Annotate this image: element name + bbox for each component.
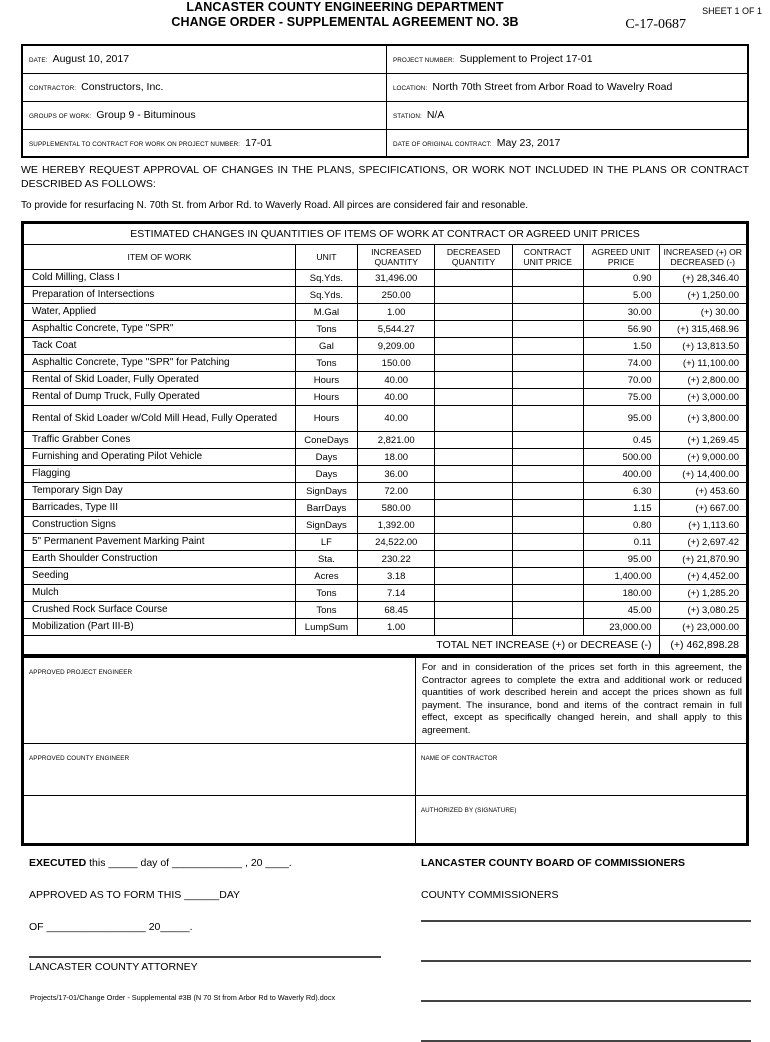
contractor-cell — [22, 73, 386, 101]
executed-bold-label: EXECUTED — [29, 857, 87, 869]
cell-unit: Gal — [295, 338, 357, 355]
cell-agreed-unit-price: 56.90 — [583, 321, 659, 338]
cell-unit: ConeDays — [295, 432, 357, 449]
cell-unit: Hours — [295, 389, 357, 406]
cell-unit: Days — [295, 449, 357, 466]
location-label: LOCATION: — [392, 84, 428, 92]
cell-unit: SignDays — [295, 517, 357, 534]
cell-agreed-unit-price: 400.00 — [583, 466, 659, 483]
table-row — [22, 45, 748, 73]
cell-agreed-unit-price: 0.90 — [583, 270, 659, 287]
cell-decreased-quantity — [435, 534, 512, 551]
name-of-contractor-box[interactable] — [415, 744, 746, 796]
table-row — [24, 517, 747, 534]
request-section — [21, 164, 749, 211]
contractor-value: Constructors, Inc. — [81, 80, 164, 93]
table-row — [24, 658, 747, 744]
total-label: TOTAL NET INCREASE (+) or DECREASE (-) — [24, 636, 660, 655]
cell-change-amount: (+) 14,400.00 — [659, 466, 747, 483]
cell-item-of-work: Mulch — [24, 585, 296, 602]
authorized-by-box[interactable] — [415, 796, 746, 844]
cell-increased-quantity: 250.00 — [358, 287, 435, 304]
executed-line — [29, 856, 389, 870]
document-header — [0, 0, 770, 44]
of-date-line: OF _________________ 20_____. — [29, 921, 193, 933]
cell-change-amount: (+) 667.00 — [659, 500, 747, 517]
cell-increased-quantity: 1,392.00 — [358, 517, 435, 534]
county-commissioners-label: COUNTY COMMISSIONERS — [421, 889, 559, 901]
cell-increased-quantity: 40.00 — [358, 406, 435, 432]
cell-decreased-quantity — [435, 304, 512, 321]
cell-increased-quantity: 72.00 — [358, 483, 435, 500]
table-row — [24, 500, 747, 517]
signature-section — [21, 657, 749, 846]
supplemental-cell — [22, 129, 386, 157]
cell-unit: SignDays — [295, 483, 357, 500]
cell-decreased-quantity — [435, 355, 512, 372]
cell-agreed-unit-price: 23,000.00 — [583, 619, 659, 636]
cell-decreased-quantity — [435, 406, 512, 432]
cell-decreased-quantity — [435, 270, 512, 287]
cell-decreased-quantity — [435, 500, 512, 517]
attorney-label: LANCASTER COUNTY ATTORNEY — [29, 961, 198, 973]
cell-agreed-unit-price: 0.45 — [583, 432, 659, 449]
groups-of-work-value: Group 9 - Bituminous — [96, 108, 196, 121]
cell-contract-unit-price — [512, 355, 583, 372]
consideration-text: For and in consideration of the prices set forth in this agreement, the Contractor agrees to complete the extra and additional work or reduced quantities of work described herein and accept the prices shown as full payment. The insurance, bond and items of the contract remain in full effect, except as specifically changed herein, and shall apply to this agreement. — [421, 662, 742, 736]
cell-agreed-unit-price: 1.15 — [583, 500, 659, 517]
cell-unit: Sq.Yds. — [295, 270, 357, 287]
project-number-label: PROJECT NUMBER: — [392, 57, 455, 64]
cell-item-of-work: Asphaltic Concrete, Type "SPR" for Patching — [24, 355, 296, 372]
cell-unit: Sq.Yds. — [295, 287, 357, 304]
date-label: DATE: — [29, 57, 48, 64]
cell-agreed-unit-price: 500.00 — [583, 449, 659, 466]
cell-contract-unit-price — [512, 406, 583, 432]
department-title: LANCASTER COUNTY ENGINEERING DEPARTMENT — [186, 0, 504, 14]
column-header-6: INCREASED (+) OR DECREASED (-) — [659, 245, 747, 270]
column-header-5: AGREED UNIT PRICE — [583, 245, 659, 270]
table-row — [24, 270, 747, 287]
cell-contract-unit-price — [512, 619, 583, 636]
original-contract-label: DATE OF ORIGINAL CONTRACT: — [392, 140, 492, 148]
approved-county-engineer-box[interactable] — [24, 744, 416, 796]
cell-item-of-work: Preparation of Intersections — [24, 287, 296, 304]
cell-unit: Tons — [295, 355, 357, 372]
cell-change-amount: (+) 4,452.00 — [659, 568, 747, 585]
original-contract-cell — [386, 129, 748, 157]
cell-contract-unit-price — [512, 568, 583, 585]
cell-change-amount: (+) 1,285.20 — [659, 585, 747, 602]
cell-unit: Hours — [295, 406, 357, 432]
table-row — [24, 744, 747, 796]
quantities-table — [23, 223, 747, 655]
cell-item-of-work: Mobilization (Part III-B) — [24, 619, 296, 636]
table-row — [24, 372, 747, 389]
cell-decreased-quantity — [435, 389, 512, 406]
cell-increased-quantity: 2,821.00 — [358, 432, 435, 449]
cell-increased-quantity: 36.00 — [358, 466, 435, 483]
cell-unit: Tons — [295, 585, 357, 602]
cell-increased-quantity: 3.18 — [358, 568, 435, 585]
cell-item-of-work: 5" Permanent Pavement Marking Paint — [24, 534, 296, 551]
cell-change-amount: (+) 3,000.00 — [659, 389, 747, 406]
cell-agreed-unit-price: 70.00 — [583, 372, 659, 389]
cell-contract-unit-price — [512, 389, 583, 406]
file-path-footer: Projects/17-01/Change Order - Supplemental #3B (N 70 St from Arbor Rd to Waverly Rd).docx — [30, 993, 336, 1002]
cell-item-of-work: Earth Shoulder Construction — [24, 551, 296, 568]
cell-contract-unit-price — [512, 551, 583, 568]
cell-item-of-work: Flagging — [24, 466, 296, 483]
board-of-commissioners-title: LANCASTER COUNTY BOARD OF COMMISSIONERS — [421, 857, 686, 869]
cell-unit: M.Gal — [295, 304, 357, 321]
table-row — [24, 483, 747, 500]
column-header-1: UNIT — [295, 245, 357, 270]
execution-left-column — [29, 856, 389, 973]
cell-decreased-quantity — [435, 466, 512, 483]
column-header-3: DECREASED QUANTITY — [435, 245, 512, 270]
execution-right-column — [421, 856, 751, 1042]
cell-decreased-quantity — [435, 287, 512, 304]
cell-change-amount: (+) 1,113.60 — [659, 517, 747, 534]
project-info-table — [21, 44, 749, 158]
commissioner-signature-rule-2[interactable] — [421, 960, 751, 962]
cell-change-amount: (+) 315,468.96 — [659, 321, 747, 338]
change-order-title: CHANGE ORDER - SUPPLEMENTAL AGREEMENT NO. 3B — [171, 15, 519, 29]
date-value: August 10, 2017 — [52, 53, 130, 65]
cell-change-amount: (+) 21,870.90 — [659, 551, 747, 568]
cell-unit: Sta. — [295, 551, 357, 568]
cell-agreed-unit-price: 95.00 — [583, 551, 659, 568]
cell-item-of-work: Asphaltic Concrete, Type "SPR" — [24, 321, 296, 338]
blank-signature-box[interactable] — [24, 796, 416, 844]
cell-change-amount: (+) 13,813.50 — [659, 338, 747, 355]
cell-change-amount: (+) 2,800.00 — [659, 372, 747, 389]
approved-county-engineer-label: APPROVED COUNTY ENGINEER — [29, 755, 130, 762]
cell-change-amount: (+) 28,346.40 — [659, 270, 747, 287]
table-row — [24, 619, 747, 636]
commissioner-signature-rule-3[interactable] — [421, 1000, 751, 1002]
cell-increased-quantity: 5,544.27 — [358, 321, 435, 338]
table-row — [24, 796, 747, 844]
cell-unit: Hours — [295, 372, 357, 389]
cell-item-of-work: Traffic Grabber Cones — [24, 432, 296, 449]
groups-of-work-label: GROUPS OF WORK: — [29, 112, 92, 120]
location-cell — [386, 73, 748, 101]
cell-agreed-unit-price: 74.00 — [583, 355, 659, 372]
cell-contract-unit-price — [512, 321, 583, 338]
table-row — [24, 534, 747, 551]
cell-increased-quantity: 580.00 — [358, 500, 435, 517]
cell-agreed-unit-price: 180.00 — [583, 585, 659, 602]
total-row — [24, 636, 747, 655]
station-cell — [386, 101, 748, 129]
cell-change-amount: (+) 453.60 — [659, 483, 747, 500]
cell-contract-unit-price — [512, 449, 583, 466]
cell-increased-quantity: 230.22 — [358, 551, 435, 568]
cell-agreed-unit-price: 0.11 — [583, 534, 659, 551]
cell-unit: BarrDays — [295, 500, 357, 517]
table-row — [24, 321, 747, 338]
cell-agreed-unit-price: 6.30 — [583, 483, 659, 500]
change-order-number: C-17-0687 — [625, 17, 686, 32]
cell-change-amount: (+) 23,000.00 — [659, 619, 747, 636]
cell-item-of-work: Rental of Skid Loader w/Cold Mill Head, Fully Operated — [24, 406, 296, 432]
cell-unit: LumpSum — [295, 619, 357, 636]
table-row — [24, 406, 747, 432]
cell-contract-unit-price — [512, 466, 583, 483]
cell-contract-unit-price — [512, 483, 583, 500]
cell-agreed-unit-price: 5.00 — [583, 287, 659, 304]
cell-change-amount: (+) 30.00 — [659, 304, 747, 321]
executed-rest-text: this _____ day of ____________ , 20 ____. — [89, 857, 292, 869]
cell-increased-quantity: 31,496.00 — [358, 270, 435, 287]
cell-increased-quantity: 1.00 — [358, 304, 435, 321]
table-row — [24, 551, 747, 568]
cell-item-of-work: Seeding — [24, 568, 296, 585]
supplemental-label: SUPPLEMENTAL TO CONTRACT FOR WORK ON PROJECT NUMBER: — [29, 140, 241, 148]
cell-decreased-quantity — [435, 585, 512, 602]
cell-contract-unit-price — [512, 500, 583, 517]
table-row — [24, 304, 747, 321]
cell-unit: Tons — [295, 321, 357, 338]
cell-unit: Tons — [295, 602, 357, 619]
cell-item-of-work: Rental of Skid Loader, Fully Operated — [24, 372, 296, 389]
supplemental-value: 17-01 — [245, 136, 273, 149]
table-row — [24, 389, 747, 406]
table-row — [22, 101, 748, 129]
cell-increased-quantity: 9,209.00 — [358, 338, 435, 355]
cell-agreed-unit-price: 30.00 — [583, 304, 659, 321]
cell-change-amount: (+) 9,000.00 — [659, 449, 747, 466]
table-row — [22, 129, 748, 157]
cell-agreed-unit-price: 1,400.00 — [583, 568, 659, 585]
cell-decreased-quantity — [435, 338, 512, 355]
cell-change-amount: (+) 3,080.25 — [659, 602, 747, 619]
cell-contract-unit-price — [512, 432, 583, 449]
cell-item-of-work: Water, Applied — [24, 304, 296, 321]
quantities-table-wrapper — [21, 221, 749, 657]
cell-decreased-quantity — [435, 432, 512, 449]
commissioner-signature-rule-1[interactable] — [421, 920, 751, 922]
cell-increased-quantity: 68.45 — [358, 602, 435, 619]
original-contract-value: May 23, 2017 — [496, 136, 561, 149]
table-row — [24, 449, 747, 466]
table-row — [22, 73, 748, 101]
column-header-2: INCREASED QUANTITY — [358, 245, 435, 270]
project-number-value: Supplement to Project 17-01 — [459, 53, 593, 65]
attorney-signature-rule[interactable] — [29, 956, 381, 958]
cell-contract-unit-price — [512, 338, 583, 355]
approved-project-engineer-box[interactable] — [24, 658, 416, 744]
cell-item-of-work: Rental of Dump Truck, Fully Operated — [24, 389, 296, 406]
cell-increased-quantity: 40.00 — [358, 372, 435, 389]
table-caption-row — [24, 224, 747, 245]
cell-unit: Acres — [295, 568, 357, 585]
groups-of-work-cell — [22, 101, 386, 129]
approved-project-engineer-label: APPROVED PROJECT ENGINEER — [29, 669, 133, 676]
work-description: To provide for resurfacing N. 70th St. from Arbor Rd. to Waverly Road. All pirces are considered fair and resonable. — [21, 200, 529, 211]
sheet-number: SHEET 1 OF 1 — [702, 6, 762, 16]
cell-decreased-quantity — [435, 449, 512, 466]
cell-agreed-unit-price: 1.50 — [583, 338, 659, 355]
cell-agreed-unit-price: 95.00 — [583, 406, 659, 432]
cell-contract-unit-price — [512, 304, 583, 321]
cell-decreased-quantity — [435, 619, 512, 636]
table-row — [24, 602, 747, 619]
cell-decreased-quantity — [435, 372, 512, 389]
table-row — [24, 432, 747, 449]
table-row — [24, 568, 747, 585]
cell-decreased-quantity — [435, 602, 512, 619]
contractor-label: CONTRACTOR: — [29, 84, 77, 92]
cell-increased-quantity: 18.00 — [358, 449, 435, 466]
cell-item-of-work: Temporary Sign Day — [24, 483, 296, 500]
station-value: N/A — [426, 108, 445, 121]
signature-table — [23, 657, 747, 844]
cell-contract-unit-price — [512, 270, 583, 287]
cell-item-of-work: Barricades, Type III — [24, 500, 296, 517]
cell-decreased-quantity — [435, 483, 512, 500]
date-cell — [22, 45, 386, 73]
cell-change-amount: (+) 2,697.42 — [659, 534, 747, 551]
station-label: STATION: — [392, 112, 422, 120]
total-value: (+) 462,898.28 — [659, 636, 747, 655]
cell-item-of-work: Furnishing and Operating Pilot Vehicle — [24, 449, 296, 466]
table-row — [24, 355, 747, 372]
table-row — [24, 466, 747, 483]
table-row — [24, 338, 747, 355]
cell-unit: Days — [295, 466, 357, 483]
cell-decreased-quantity — [435, 551, 512, 568]
approved-as-to-form-line: APPROVED AS TO FORM THIS ______DAY — [29, 889, 241, 901]
cell-contract-unit-price — [512, 585, 583, 602]
cell-contract-unit-price — [512, 517, 583, 534]
cell-agreed-unit-price: 0.80 — [583, 517, 659, 534]
cell-increased-quantity: 7.14 — [358, 585, 435, 602]
cell-change-amount: (+) 3,800.00 — [659, 406, 747, 432]
cell-increased-quantity: 1.00 — [358, 619, 435, 636]
cell-increased-quantity: 150.00 — [358, 355, 435, 372]
cell-contract-unit-price — [512, 372, 583, 389]
cell-increased-quantity: 40.00 — [358, 389, 435, 406]
cell-agreed-unit-price: 45.00 — [583, 602, 659, 619]
authorized-by-label: AUTHORIZED BY (SIGNATURE) — [420, 807, 517, 814]
table-row — [24, 585, 747, 602]
cell-contract-unit-price — [512, 287, 583, 304]
cell-decreased-quantity — [435, 321, 512, 338]
cell-contract-unit-price — [512, 534, 583, 551]
execution-section — [21, 856, 749, 976]
project-number-cell — [386, 45, 748, 73]
cell-change-amount: (+) 11,100.00 — [659, 355, 747, 372]
cell-unit: LF — [295, 534, 357, 551]
cell-increased-quantity: 24,522.00 — [358, 534, 435, 551]
cell-item-of-work: Cold Milling, Class I — [24, 270, 296, 287]
location-value: North 70th Street from Arbor Road to Wavelry Road — [432, 80, 673, 93]
table-header-row — [24, 245, 747, 270]
name-of-contractor-label: NAME OF CONTRACTOR — [420, 755, 498, 762]
cell-change-amount: (+) 1,269.45 — [659, 432, 747, 449]
consideration-box — [415, 658, 746, 744]
request-paragraph: WE HEREBY REQUEST APPROVAL OF CHANGES IN THE PLANS, SPECIFICATIONS, OR WORK NOT INCLUDED IN THE PLANS OR CONTRACT DESCRIBED AS FOLLOWS: — [21, 164, 749, 190]
column-header-0: ITEM OF WORK — [24, 245, 296, 270]
cell-contract-unit-price — [512, 602, 583, 619]
cell-item-of-work: Tack Coat — [24, 338, 296, 355]
table-caption: ESTIMATED CHANGES IN QUANTITIES OF ITEMS OF WORK AT CONTRACT OR AGREED UNIT PRICES — [24, 224, 747, 245]
cell-item-of-work: Crushed Rock Surface Course — [24, 602, 296, 619]
cell-decreased-quantity — [435, 517, 512, 534]
cell-decreased-quantity — [435, 568, 512, 585]
table-row — [24, 287, 747, 304]
column-header-4: CONTRACT UNIT PRICE — [512, 245, 583, 270]
cell-change-amount: (+) 1,250.00 — [659, 287, 747, 304]
cell-agreed-unit-price: 75.00 — [583, 389, 659, 406]
cell-item-of-work: Construction Signs — [24, 517, 296, 534]
